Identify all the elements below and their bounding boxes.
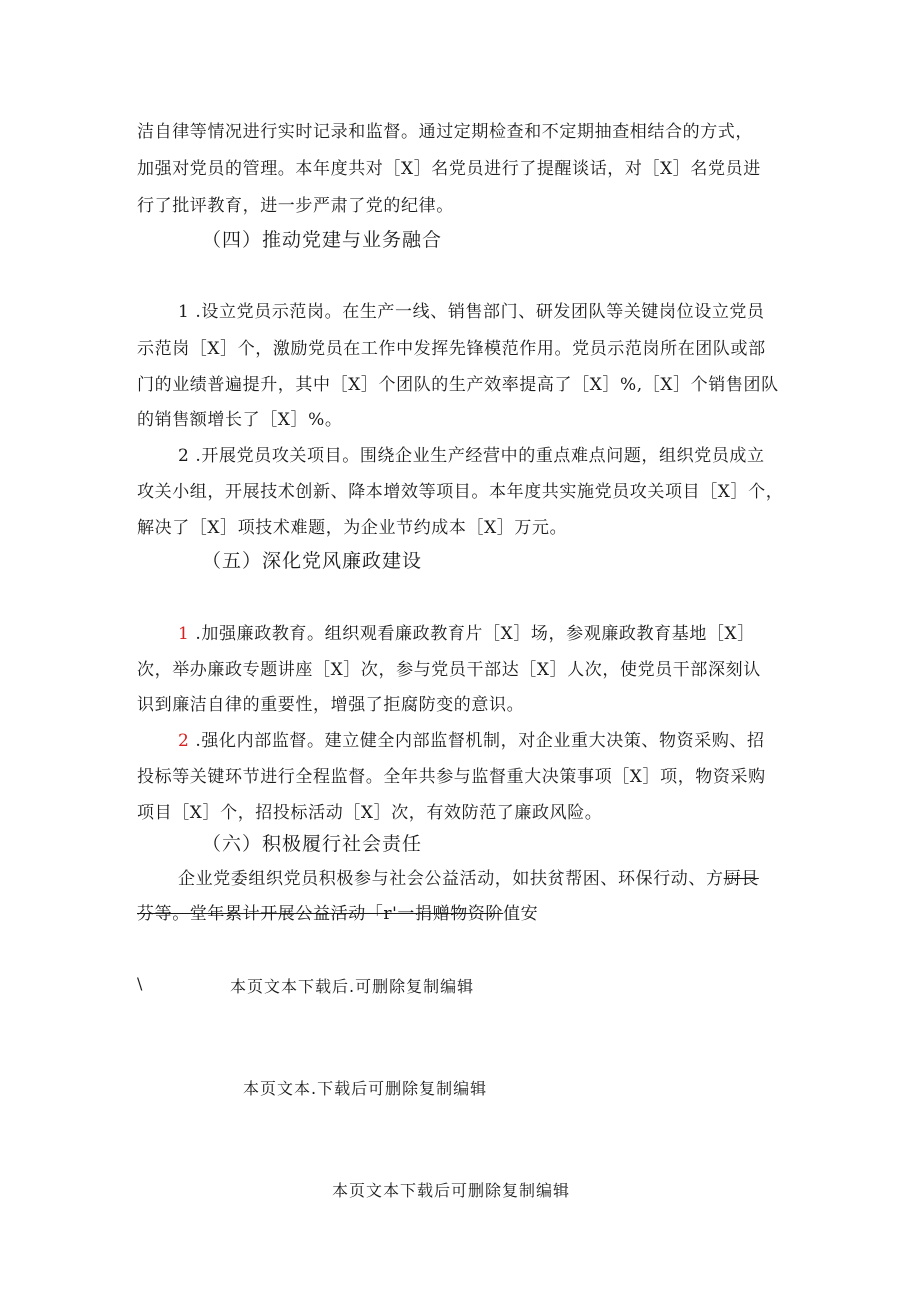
list-item-text: .强化内部监督。建立健全内部监督机制，对企业重大决策、物资采购、招 — [189, 731, 765, 751]
struck-text: 厨艮 — [723, 869, 759, 889]
list-item-line: 攻关小组，开展技术创新、降本增效等项目。本年度共实施党员攻关项目［X］个， — [137, 482, 784, 502]
list-item-line — [178, 729, 798, 753]
footer-note: 本页文本下载后.可删除复制编辑 — [230, 977, 475, 996]
list-item-line: 项目［X］个，招投标活动［X］次，有效防范了廉政风险。 — [137, 803, 603, 823]
paragraph-line — [137, 902, 797, 926]
paragraph-line: 洁自律等情况进行实时记录和监督。通过定期检查和不定期抽查相结合的方式， — [137, 122, 753, 142]
paragraph-text: 值安 — [503, 904, 539, 924]
section-heading-4: （四）推动党建与业务融合 — [202, 229, 443, 251]
slash-mark: \ — [137, 974, 144, 993]
list-item-line: 投标等关键环节进行全程监督。全年共参与监督重大决策事项［X］项，物资采购 — [137, 767, 766, 787]
list-item-line: 识到廉洁自律的重要性，增强了拒腐防变的意识。 — [137, 695, 525, 715]
list-item-line: 次，举办廉政专题讲座［X］次，参与党员干部达［X］人次，使党员干部深刻认 — [137, 660, 761, 680]
paragraph-line: 行了批评教育，进一步严肃了党的纪律。 — [137, 196, 454, 216]
section-heading-5: （五）深化党风廉政建设 — [202, 550, 423, 572]
list-item-line: 门的业绩普遍提升，其中［X］个团队的生产效率提高了［X］%,［X］个销售团队 — [137, 375, 779, 395]
list-number: 2 — [178, 731, 190, 751]
paragraph-line — [178, 867, 798, 891]
footer-note: 本页文本下载后可删除复制编辑 — [332, 1181, 571, 1200]
list-item-line: 2 .开展党员攻关项目。围绕企业生产经营中的重点难点问题，组织党员成立 — [178, 446, 765, 466]
list-item-line: 解决了［X］项技术难题，为企业节约成本［X］万元。 — [137, 518, 568, 538]
list-item-line: 的销售额增长了［X］%。 — [137, 410, 343, 430]
paragraph-text: 企业党委组织党员积极参与社会公益活动，如扶贫帮困、环保行动、方 — [178, 869, 724, 889]
list-item-line — [178, 622, 798, 646]
struck-text: 芬等。堂年累计开展公益活动「r'一捐赠物资阶 — [137, 904, 503, 924]
footer-note: 本页文本.下载后可删除复制编辑 — [243, 1079, 488, 1098]
list-item-text: .加强廉政教育。组织观看廉政教育片［X］场，参观廉政教育基地［X］ — [189, 624, 755, 644]
list-number: 1 — [178, 624, 190, 644]
list-item-line: 示范岗［X］个，激励党员在工作中发挥先锋模范作用。党员示范岗所在团队或部 — [137, 339, 766, 359]
paragraph-line: 加强对党员的管理。本年度共对［X］名党员进行了提醒谈话，对［X］名党员进 — [137, 159, 761, 179]
section-heading-6: （六）积极履行社会责任 — [202, 833, 423, 855]
list-item-line: 1 .设立党员示范岗。在生产一线、销售部门、研发团队等关键岗位设立党员 — [178, 302, 765, 322]
